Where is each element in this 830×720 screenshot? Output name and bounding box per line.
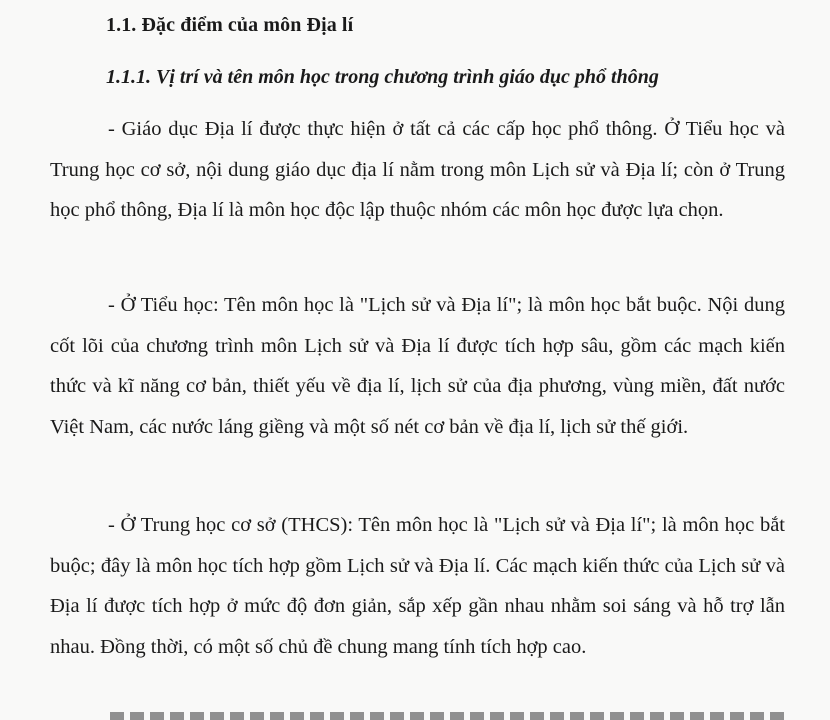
paragraph-lower-secondary: - Ở Trung học cơ sở (THCS): Tên môn học là "Lịch sử và Địa lí"; là môn học bắt buộc; đây là môn học tích hợp gồm Lịch sử và Địa lí. Các mạch kiến thức của Lịch sử và Địa lí được tích hợp ở mức độ đơn giản, sắp xếp gần nhau nhằm soi sáng và hỗ trợ lẫn nhau. Đồng thời, có một số chủ đề chung mang tính tích hợp cao. [50, 514, 785, 658]
paragraph-primary-school: - Ở Tiểu học: Tên môn học là "Lịch sử và Địa lí"; là môn học bắt buộc. Nội dung cốt lõi của chương trình môn Lịch sử và Địa lí được tích hợp sâu, gồm các mạch kiến thức và kĩ năng cơ bản, thiết yếu về địa lí, lịch sử của địa phương, vùng miền, đất nước Việt Nam, các nước láng giềng và một số nét cơ bản về địa lí, lịch sử thế giới. [50, 294, 785, 438]
paragraph-general: - Giáo dục Địa lí được thực hiện ở tất cả các cấp học phổ thông. Ở Tiểu học và Trung học cơ sở, nội dung giáo dục địa lí nằm trong môn Lịch sử và Địa lí; còn ở Trung học phổ thông, Địa lí là môn học độc lập thuộc nhóm các môn học được lựa chọn. [50, 118, 785, 221]
subsection-heading: 1.1.1. Vị trí và tên môn học trong chương trình giáo dục phổ thông [106, 66, 659, 88]
cropped-text-line [110, 712, 790, 720]
section-heading: 1.1. Đặc điểm của môn Địa lí [106, 14, 354, 36]
